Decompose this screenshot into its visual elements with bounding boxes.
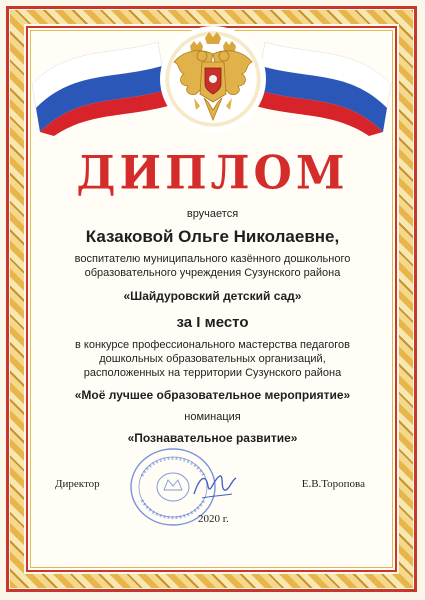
awarded-label: вручается <box>186 208 239 220</box>
right-flag <box>255 42 391 136</box>
signer-title: Директор <box>55 478 100 490</box>
award-place: за I место <box>176 314 249 331</box>
coat-of-arms-icon <box>172 32 254 126</box>
left-flag <box>32 42 168 136</box>
recipient-name: Казаковой Ольге Николаевне, <box>85 227 340 246</box>
contest-line-1: в конкурсе профессионального мастерства педагогов <box>75 339 350 351</box>
position-line-1: воспитателю муниципального казённого дошкольного <box>74 253 351 265</box>
signer-name: Е.В.Торопова <box>301 478 365 490</box>
contest-name: «Моё лучшее образовательное мероприятие» <box>74 388 351 402</box>
contest-line-3: расположенных на территории Сузунского района <box>83 367 342 379</box>
contest-line-2: дошкольных образовательных организаций, <box>99 353 326 365</box>
nomination-label: номинация <box>184 411 241 423</box>
diploma-title: ДИПЛОМ <box>76 146 349 201</box>
position-line-2: образовательного учреждения Сузунского района <box>84 267 341 279</box>
issue-year: 2020 г. <box>198 513 229 525</box>
signature-row <box>40 478 385 498</box>
institution-name: «Шайдуровский детский сад» <box>123 289 302 303</box>
nomination-name: «Познавательное развитие» <box>127 431 298 445</box>
